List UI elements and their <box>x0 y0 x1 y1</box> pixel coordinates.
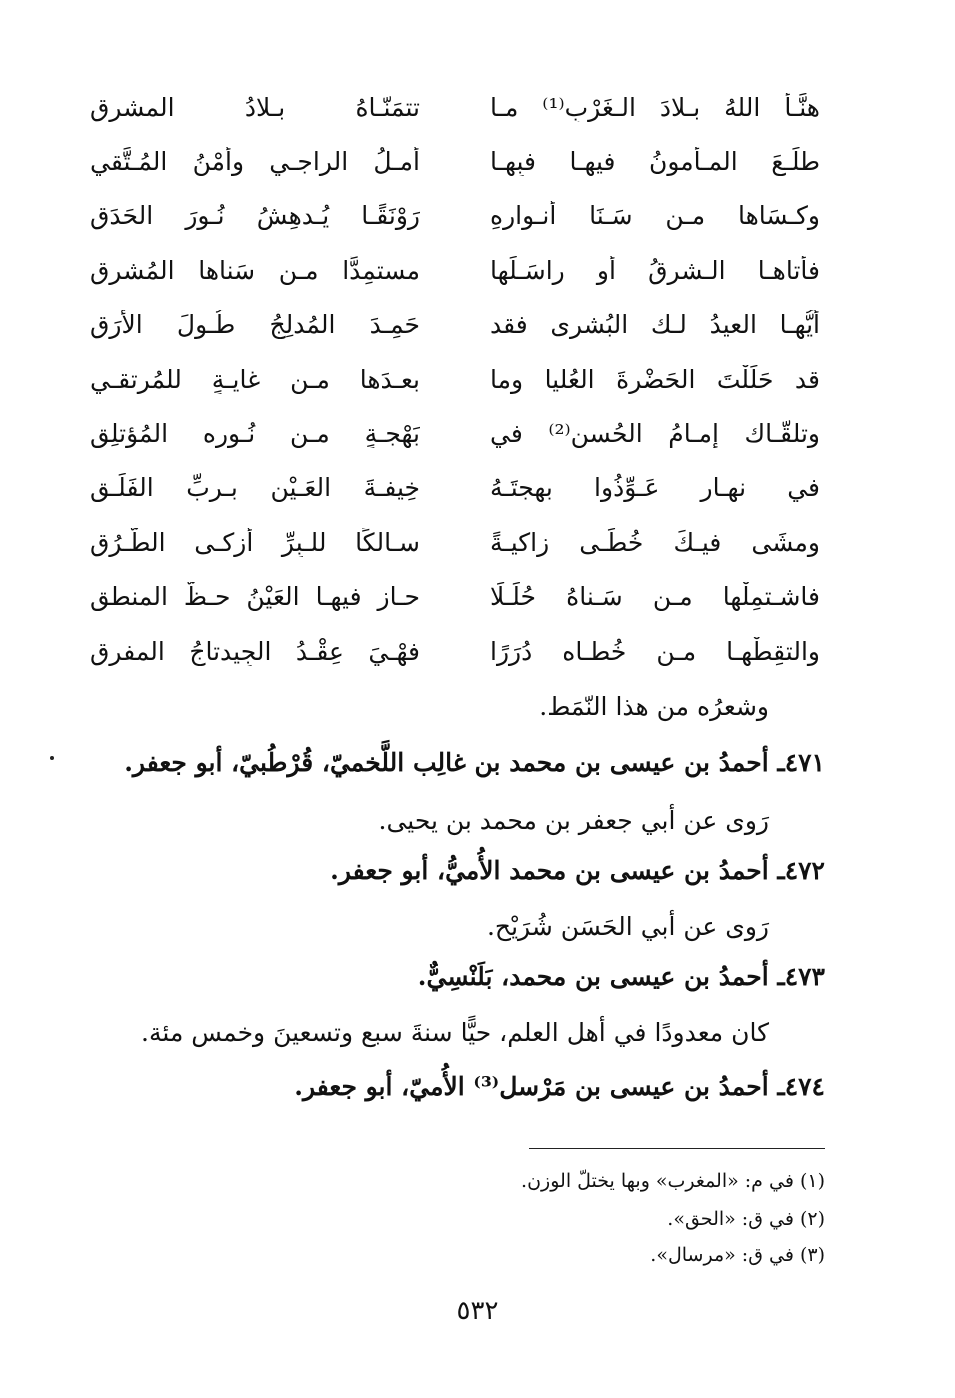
poem <box>90 80 820 678</box>
verse-second-hemistich: بَهْجـةٍ مـن نُـوره المُؤتلِقِ <box>90 419 420 449</box>
verse <box>90 189 820 243</box>
entry-474-heading: ٤٧٤ـ أحمدُ بن عيسى بن مَرْسل⁽³⁾ الأُميّ، أبو جعفر. <box>294 1072 825 1101</box>
verse-second-hemistich: حَمِـدَ المُدلِجُ طُـولَ الأرَقِ <box>90 310 420 340</box>
verse-first-hemistich: والتقِطْهـا مـن خُطـاه دُرَرًا <box>490 636 820 666</box>
verse-first-hemistich: هنَّـأ اللهُ بـلادَ الـغَرْبِ⁽¹⁾ مـا <box>490 92 820 122</box>
entry-471-heading: ٤٧١ـ أحمدُ بن عيسى بن محمد بن غالِب اللَّخميّ، قُرْطُبيّ، أبو جعفر. <box>124 748 825 777</box>
verse-second-hemistich: مستمِدًّا مـن سَناها المُشرقِ <box>90 255 420 285</box>
footnote-separator <box>529 1148 825 1149</box>
entry-472-heading: ٤٧٢ـ أحمدُ بن عيسى بن محمد الأُميُّ، أبو جعفر. <box>330 856 825 885</box>
verse-second-hemistich: خِيفـةَ العَـيْنِ بـربِّ الفَلَـقِ <box>90 473 420 503</box>
verse-first-hemistich: ومشَى فيـكَ خُطًـى زاكيـةً <box>490 527 820 557</box>
verse-first-hemistich: في نهـارٍ عَـوِّذُوا بهجتَـهُ <box>490 473 820 503</box>
verse-second-hemistich: فهْـيَ عِقْـدُ الجِيدتاجُ المفرِقِ <box>90 636 420 666</box>
poem-closing-note: وشعرُه من هذا النّمَط. <box>539 692 769 721</box>
verse-second-hemistich: بعـدَها مـن غايـةٍ للمُرتقـي <box>90 364 420 394</box>
verse <box>90 243 820 297</box>
entry-473-note: كان معدودًا في أهل العلم، حيًّا سنةَ سبع وتسعينَ وخمس مئة. <box>141 1018 769 1047</box>
verse-first-hemistich: قد حَلَلْتَ الحَضْرةَ العُليا وما <box>490 364 820 394</box>
footnote-2: (٢) في ق: «الحق». <box>667 1208 825 1230</box>
verse-second-hemistich: حـاز فيهـا العَيْنُ حـظَّ المنطقِ <box>90 582 420 612</box>
verse <box>90 570 820 624</box>
verse-second-hemistich: رَوْنَقًـا يُـدهِشُ نُـورَ الحَدَقِ <box>90 201 420 231</box>
verse <box>90 624 820 678</box>
verse-second-hemistich: تتمَنّـاهُ بـلادُ المشرقِ <box>90 92 420 122</box>
verse-first-hemistich: وكـسَاها مـن سَـنَا أنـوارِهِ <box>490 201 820 231</box>
entry-471-note: رَوى عن أبي جعفر بن محمد بن يحيى. <box>378 806 769 835</box>
footnote-1: (١) في م: «المغرب» وبها يختلّ الوزن. <box>521 1170 825 1192</box>
verse-second-hemistich: سـالكًا للـبِرِّ أزكـى الطُّـرُقِ <box>90 527 420 557</box>
verse <box>90 80 820 134</box>
entry-472-note: رَوى عن أبي الحَسَن شُرَيْح. <box>486 912 769 941</box>
verse <box>90 134 820 188</box>
verse <box>90 352 820 406</box>
verse-first-hemistich: أيُّهـا العيدُ لـك البُشرى فقد <box>490 310 820 340</box>
verse-second-hemistich: أمـلُ الراجـي وأمْنُ المُـتَّقي <box>90 147 420 177</box>
verse-first-hemistich: وتلقّـاك إمـامُ الحُسن⁽²⁾ في <box>490 419 820 449</box>
entry-473-heading: ٤٧٣ـ أحمدُ بن عيسى بن محمد، بَلَنْسِيٌّ. <box>417 962 825 991</box>
verse-first-hemistich: طلَـعَ المـأمونُ فيهـا فبِهـا <box>490 147 820 177</box>
page-number: ٥٣٢ <box>456 1296 499 1326</box>
footnote-3: (٣) في ق: «مرسال». <box>650 1244 825 1266</box>
print-speck <box>50 756 54 760</box>
verse-first-hemistich: فأتاهـا الـشرقُ أو راسَـلَها <box>490 255 820 285</box>
verse-first-hemistich: فاشـتمِلْها مـن سَـناهُ حُلَـلًا <box>490 582 820 612</box>
verse <box>90 298 820 352</box>
verse <box>90 461 820 515</box>
verse <box>90 515 820 569</box>
verse <box>90 406 820 460</box>
